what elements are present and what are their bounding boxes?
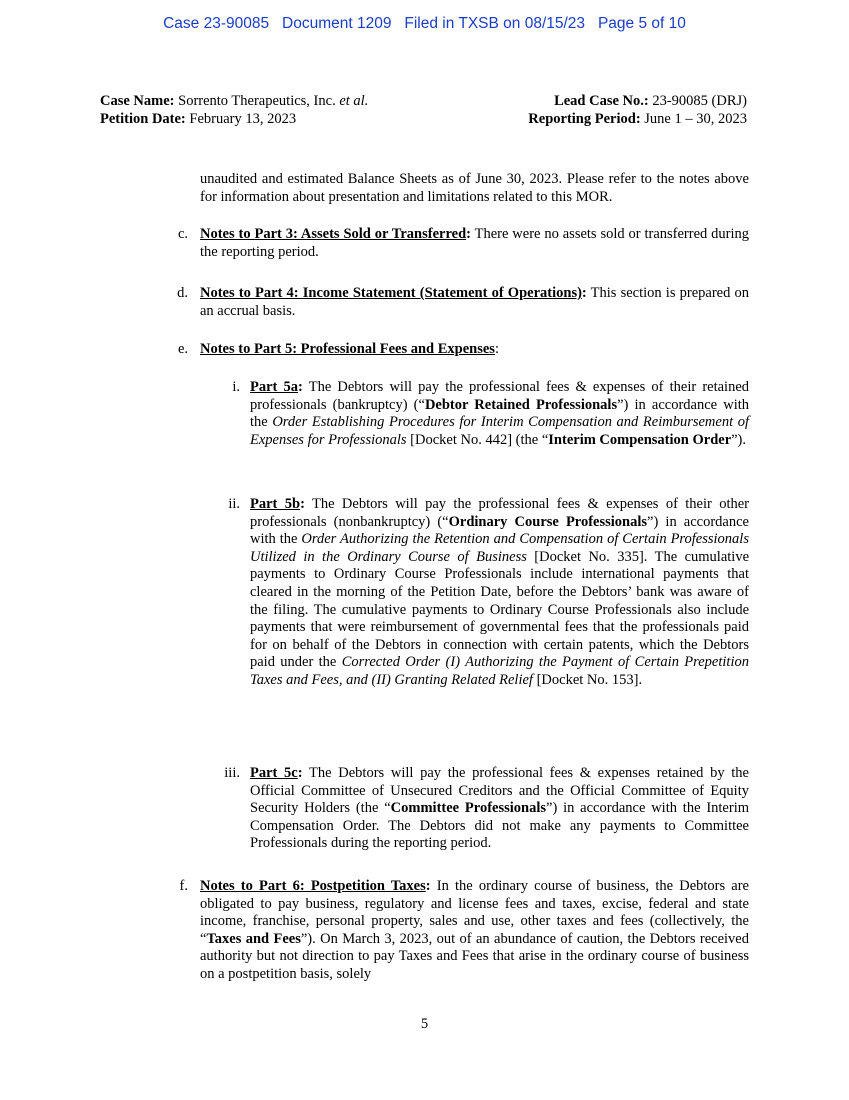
item-c-label: c. bbox=[177, 226, 188, 242]
item-e-paragraph: Notes to Part 5: Professional Fees and Expenses: bbox=[200, 341, 499, 357]
item-f-paragraph: Notes to Part 6: Postpetition Taxes: In the ordinary course of business, the Debtors are obligated to pay business, regulatory and license fees and taxes, excise, federal and state income, franchise, personal property, sales and use, other taxes and fees (collectively, the “Taxes and Fees”). On March 3, 2023, out of an abundance of caution, the Debtors received authority but not direction to pay Taxes and Fees that arise in the ordinary course of business on a postpetition basis, solely bbox=[200, 878, 749, 982]
stamp-document: Document 1209 bbox=[282, 15, 392, 32]
ordinary-course-professionals-term: Ordinary Course Professionals bbox=[448, 513, 648, 530]
stamp-page: Page 5 of 10 bbox=[597, 15, 686, 32]
item-e-heading: Notes to Part 5: Professional Fees and Expenses bbox=[200, 341, 495, 357]
case-name-value: Sorrento Therapeutics, Inc. bbox=[178, 93, 336, 109]
stamp-filed: Filed in TXSB on 08/15/23 bbox=[404, 15, 586, 32]
item-i-heading: Part 5a bbox=[250, 379, 299, 395]
reporting-period-label: Reporting Period: bbox=[528, 111, 641, 127]
item-d-paragraph: Notes to Part 4: Income Statement (Statement of Operations): This section is prepared on an accrual basis. bbox=[200, 285, 749, 319]
stamp-case: Case 23-90085 bbox=[163, 15, 270, 32]
item-i-label: i. bbox=[232, 379, 240, 395]
item-ii-paragraph: Part 5b: The Debtors will pay the professional fees & expenses of their other professionals (nonbankruptcy) (“Ordinary Course Professionals”) in accordance with the Order Authorizing the Retention and Compensation of Certain Professionals Utilized in the Ordinary Course of Business [Docket No. 335]. The cumulative payments to Ordinary Course Professionals include international payments that cleared in the morning of the Petition Date, before the Debtors’ bank was aware of the filing. The cumulative payments to Ordinary Course Professionals also include payments that were reimbursement of governmental fees that the professionals paid for on behalf of the Debtors in connection with certain patents, which the Debtors paid under the Corrected Order (I) Authorizing the Payment of Certain Prepetition Taxes and Fees, and (II) Granting Related Relief [Docket No. 153]. bbox=[250, 496, 750, 688]
petition-date-value: February 13, 2023 bbox=[189, 111, 297, 127]
item-c-paragraph: Notes to Part 3: Assets Sold or Transferred: There were no assets sold or transferred during the reporting period. bbox=[200, 226, 749, 260]
item-iii-paragraph: Part 5c: The Debtors will pay the professional fees & expenses retained by the Official Committee of Unsecured Creditors and the Official Committee of Equity Security Holders (the “Committee Professionals”) in accordance with the Interim Compensation Order. The Debtors did not make any payments to Committee Professionals during the reporting period. bbox=[250, 765, 749, 852]
continuation-paragraph: unaudited and estimated Balance Sheets as of June 30, 2023. Please refer to the notes above for information about presentation and limitations related to this MOR. bbox=[200, 171, 749, 205]
item-iii-heading: Part 5c bbox=[250, 765, 298, 781]
petition-date-label: Petition Date: bbox=[100, 111, 186, 127]
item-ii-label: ii. bbox=[228, 496, 240, 512]
debtor-retained-professionals-term: Debtor Retained Professionals bbox=[424, 396, 618, 413]
item-ii-heading: Part 5b bbox=[250, 496, 301, 512]
item-f-heading: Notes to Part 6: Postpetition Taxes bbox=[200, 878, 426, 894]
item-f-label: f. bbox=[179, 878, 188, 894]
interim-compensation-order-term: Interim Compensation Order bbox=[548, 431, 732, 448]
item-i-paragraph: Part 5a: The Debtors will pay the professional fees & expenses of their retained professionals (bankruptcy) (“Debtor Retained Professionals”) in accordance with the Order Establishing Procedures for Interim Compensation and Reimbursement of Expenses for Professionals [Docket No. 442] (the “Interim Compensation Order”). bbox=[250, 379, 750, 448]
item-e-label: e. bbox=[177, 341, 188, 357]
case-header-left bbox=[100, 92, 368, 128]
reporting-period-value: June 1 – 30, 2023 bbox=[644, 111, 747, 127]
lead-case-value: 23-90085 (DRJ) bbox=[652, 93, 747, 109]
item-c-heading: Notes to Part 3: Assets Sold or Transferred bbox=[200, 226, 467, 242]
page-number: 5 bbox=[420, 1016, 429, 1032]
taxes-and-fees-term: Taxes and Fees bbox=[206, 930, 301, 947]
item-d-heading: Notes to Part 4: Income Statement (Statement of Operations) bbox=[200, 285, 582, 301]
item-iii-label: iii. bbox=[224, 765, 240, 781]
item-d-label: d. bbox=[177, 285, 188, 301]
court-filing-stamp bbox=[0, 15, 849, 33]
case-header-right bbox=[528, 92, 747, 128]
case-name-label: Case Name: bbox=[100, 93, 175, 109]
lead-case-label: Lead Case No.: bbox=[554, 93, 649, 109]
case-name-suffix: et al. bbox=[339, 93, 369, 109]
committee-professionals-term: Committee Professionals bbox=[390, 800, 547, 817]
